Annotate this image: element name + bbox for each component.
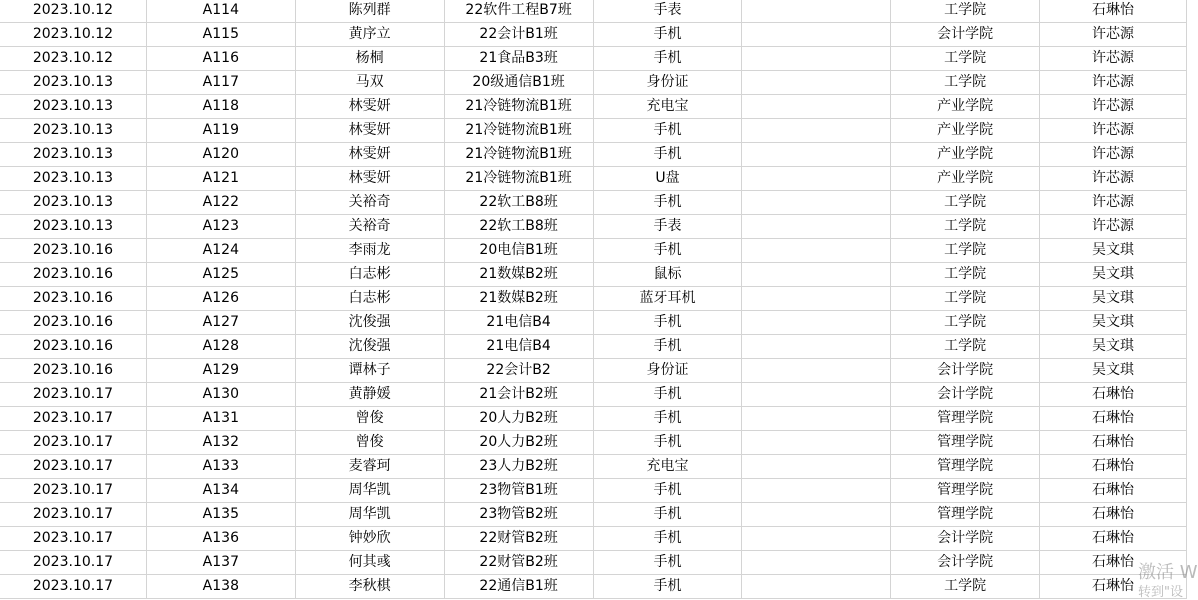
date-cell[interactable]: 2023.10.17: [0, 503, 146, 527]
table-row: [0, 431, 1187, 455]
item-cell[interactable]: 身份证: [593, 71, 742, 95]
id-cell[interactable]: A136: [146, 527, 295, 551]
name-cell[interactable]: 白志彬: [295, 287, 444, 311]
college-cell[interactable]: 工学院: [891, 47, 1040, 71]
college-cell[interactable]: 产业学院: [891, 119, 1040, 143]
name-cell[interactable]: 黄静媛: [295, 383, 444, 407]
class-cell[interactable]: 23物管B2班: [444, 503, 593, 527]
id-cell[interactable]: A115: [146, 23, 295, 47]
id-cell[interactable]: A122: [146, 191, 295, 215]
staff-cell[interactable]: 石琳怡: [1040, 479, 1187, 503]
empty-cell[interactable]: [742, 479, 891, 503]
table-row: [0, 551, 1187, 575]
empty-cell[interactable]: [742, 263, 891, 287]
name-cell[interactable]: 钟妙欣: [295, 527, 444, 551]
date-cell[interactable]: 2023.10.16: [0, 239, 146, 263]
id-cell[interactable]: A123: [146, 215, 295, 239]
name-cell[interactable]: 曾俊: [295, 431, 444, 455]
empty-cell[interactable]: [742, 311, 891, 335]
staff-cell[interactable]: 吴文琪: [1040, 287, 1187, 311]
empty-cell[interactable]: [742, 455, 891, 479]
item-cell[interactable]: 手机: [593, 383, 742, 407]
empty-cell[interactable]: [742, 167, 891, 191]
item-cell[interactable]: U盘: [593, 167, 742, 191]
id-cell[interactable]: A119: [146, 119, 295, 143]
table-row: [0, 263, 1187, 287]
date-cell[interactable]: 2023.10.13: [0, 119, 146, 143]
name-cell[interactable]: 谭林子: [295, 359, 444, 383]
name-cell[interactable]: 沈俊强: [295, 311, 444, 335]
table-row: [0, 407, 1187, 431]
name-cell[interactable]: 马双: [295, 71, 444, 95]
item-cell[interactable]: 手机: [593, 23, 742, 47]
table-row: [0, 215, 1187, 239]
class-cell[interactable]: 22软工B8班: [444, 191, 593, 215]
id-cell[interactable]: A126: [146, 287, 295, 311]
class-cell[interactable]: 20人力B2班: [444, 431, 593, 455]
staff-cell[interactable]: 石琳怡: [1040, 455, 1187, 479]
staff-cell[interactable]: 许芯源: [1040, 119, 1187, 143]
staff-cell[interactable]: 石琳怡: [1040, 407, 1187, 431]
table-row: [0, 527, 1187, 551]
activation-watermark: 激活 W: [1138, 562, 1198, 583]
date-cell[interactable]: 2023.10.17: [0, 383, 146, 407]
name-cell[interactable]: 林雯妍: [295, 167, 444, 191]
id-cell[interactable]: A138: [146, 575, 295, 599]
staff-cell[interactable]: 石琳怡: [1040, 0, 1187, 23]
staff-cell[interactable]: 许芯源: [1040, 71, 1187, 95]
class-cell[interactable]: 21冷链物流B1班: [444, 95, 593, 119]
id-cell[interactable]: A118: [146, 95, 295, 119]
date-cell[interactable]: 2023.10.13: [0, 167, 146, 191]
college-cell[interactable]: 产业学院: [891, 95, 1040, 119]
empty-cell[interactable]: [742, 71, 891, 95]
date-cell[interactable]: 2023.10.17: [0, 455, 146, 479]
name-cell[interactable]: 李雨龙: [295, 239, 444, 263]
name-cell[interactable]: 李秋棋: [295, 575, 444, 599]
empty-cell[interactable]: [742, 47, 891, 71]
empty-cell[interactable]: [742, 215, 891, 239]
table-row: [0, 23, 1187, 47]
table-row: [0, 71, 1187, 95]
college-cell[interactable]: 工学院: [891, 0, 1040, 23]
name-cell[interactable]: 白志彬: [295, 263, 444, 287]
item-cell[interactable]: 手机: [593, 239, 742, 263]
empty-cell[interactable]: [742, 383, 891, 407]
empty-cell[interactable]: [742, 503, 891, 527]
staff-cell[interactable]: 许芯源: [1040, 191, 1187, 215]
empty-cell[interactable]: [742, 359, 891, 383]
table-row: [0, 335, 1187, 359]
date-cell[interactable]: 2023.10.13: [0, 215, 146, 239]
empty-cell[interactable]: [742, 287, 891, 311]
college-cell[interactable]: 会计学院: [891, 383, 1040, 407]
date-cell[interactable]: 2023.10.12: [0, 0, 146, 23]
item-cell[interactable]: 手表: [593, 215, 742, 239]
empty-cell[interactable]: [742, 239, 891, 263]
date-cell[interactable]: 2023.10.13: [0, 71, 146, 95]
date-cell[interactable]: 2023.10.17: [0, 479, 146, 503]
name-cell[interactable]: 陈列群: [295, 0, 444, 23]
table-row: [0, 143, 1187, 167]
id-cell[interactable]: A130: [146, 383, 295, 407]
table-row: [0, 575, 1187, 599]
date-cell[interactable]: 2023.10.16: [0, 359, 146, 383]
name-cell[interactable]: 杨桐: [295, 47, 444, 71]
college-cell[interactable]: 工学院: [891, 215, 1040, 239]
empty-cell[interactable]: [742, 191, 891, 215]
table-row: [0, 47, 1187, 71]
college-cell[interactable]: 会计学院: [891, 527, 1040, 551]
staff-cell[interactable]: 许芯源: [1040, 215, 1187, 239]
table-row: [0, 359, 1187, 383]
name-cell[interactable]: 关裕奇: [295, 191, 444, 215]
item-cell[interactable]: 手机: [593, 551, 742, 575]
date-cell[interactable]: 2023.10.17: [0, 527, 146, 551]
staff-cell[interactable]: 石琳怡: [1040, 431, 1187, 455]
name-cell[interactable]: 周华凯: [295, 503, 444, 527]
table-row: [0, 311, 1187, 335]
date-cell[interactable]: 2023.10.17: [0, 551, 146, 575]
college-cell[interactable]: 工学院: [891, 71, 1040, 95]
class-cell[interactable]: 20电信B1班: [444, 239, 593, 263]
staff-cell[interactable]: 许芯源: [1040, 143, 1187, 167]
college-cell[interactable]: 工学院: [891, 287, 1040, 311]
empty-cell[interactable]: [742, 143, 891, 167]
class-cell[interactable]: 21电信B4: [444, 335, 593, 359]
item-cell[interactable]: 手机: [593, 191, 742, 215]
college-cell[interactable]: 管理学院: [891, 503, 1040, 527]
date-cell[interactable]: 2023.10.13: [0, 191, 146, 215]
empty-cell[interactable]: [742, 335, 891, 359]
table-row: [0, 167, 1187, 191]
id-cell[interactable]: A125: [146, 263, 295, 287]
id-cell[interactable]: A121: [146, 167, 295, 191]
item-cell[interactable]: 手机: [593, 575, 742, 599]
staff-cell[interactable]: 吴文琪: [1040, 335, 1187, 359]
staff-cell[interactable]: 许芯源: [1040, 167, 1187, 191]
name-cell[interactable]: 黄序立: [295, 23, 444, 47]
class-cell[interactable]: 21冷链物流B1班: [444, 167, 593, 191]
id-cell[interactable]: A128: [146, 335, 295, 359]
class-cell[interactable]: 22会计B2: [444, 359, 593, 383]
staff-cell[interactable]: 石琳怡: [1040, 527, 1187, 551]
class-cell[interactable]: 21电信B4: [444, 311, 593, 335]
staff-cell[interactable]: 吴文琪: [1040, 239, 1187, 263]
staff-cell[interactable]: 吴文琪: [1040, 311, 1187, 335]
item-cell[interactable]: 手机: [593, 527, 742, 551]
empty-cell[interactable]: [742, 575, 891, 599]
id-cell[interactable]: A127: [146, 311, 295, 335]
item-cell[interactable]: 手机: [593, 335, 742, 359]
class-cell[interactable]: 20级通信B1班: [444, 71, 593, 95]
id-cell[interactable]: A129: [146, 359, 295, 383]
date-cell[interactable]: 2023.10.17: [0, 431, 146, 455]
date-cell[interactable]: 2023.10.13: [0, 95, 146, 119]
name-cell[interactable]: 周华凯: [295, 479, 444, 503]
activation-watermark-sub: 转到"设: [1138, 585, 1183, 600]
staff-cell[interactable]: 许芯源: [1040, 47, 1187, 71]
class-cell[interactable]: 21食品B3班: [444, 47, 593, 71]
college-cell[interactable]: 会计学院: [891, 359, 1040, 383]
staff-cell[interactable]: 石琳怡: [1040, 383, 1187, 407]
staff-cell[interactable]: 石琳怡: [1040, 551, 1187, 575]
date-cell[interactable]: 2023.10.13: [0, 143, 146, 167]
table-row: [0, 503, 1187, 527]
item-cell[interactable]: 手机: [593, 431, 742, 455]
name-cell[interactable]: 林雯妍: [295, 95, 444, 119]
college-cell[interactable]: 工学院: [891, 335, 1040, 359]
item-cell[interactable]: 手机: [593, 407, 742, 431]
date-cell[interactable]: 2023.10.17: [0, 575, 146, 599]
class-cell[interactable]: 21冷链物流B1班: [444, 143, 593, 167]
item-cell[interactable]: 身份证: [593, 359, 742, 383]
class-cell[interactable]: 21会计B2班: [444, 383, 593, 407]
college-cell[interactable]: 产业学院: [891, 167, 1040, 191]
id-cell[interactable]: A137: [146, 551, 295, 575]
class-cell[interactable]: 22财管B2班: [444, 527, 593, 551]
class-cell[interactable]: 22会计B1班: [444, 23, 593, 47]
empty-cell[interactable]: [742, 551, 891, 575]
date-cell[interactable]: 2023.10.17: [0, 407, 146, 431]
empty-cell[interactable]: [742, 407, 891, 431]
name-cell[interactable]: 麦睿珂: [295, 455, 444, 479]
college-cell[interactable]: 管理学院: [891, 455, 1040, 479]
empty-cell[interactable]: [742, 23, 891, 47]
id-cell[interactable]: A134: [146, 479, 295, 503]
class-cell[interactable]: 22软工B8班: [444, 215, 593, 239]
class-cell[interactable]: 21数媒B2班: [444, 287, 593, 311]
table-row: [0, 191, 1187, 215]
college-cell[interactable]: 工学院: [891, 191, 1040, 215]
item-cell[interactable]: 手机: [593, 479, 742, 503]
class-cell[interactable]: 22软件工程B7班: [444, 0, 593, 23]
staff-cell[interactable]: 石琳怡: [1040, 575, 1187, 599]
item-cell[interactable]: 手机: [593, 503, 742, 527]
id-cell[interactable]: A131: [146, 407, 295, 431]
empty-cell[interactable]: [742, 527, 891, 551]
date-cell[interactable]: 2023.10.16: [0, 311, 146, 335]
class-cell[interactable]: 23物管B1班: [444, 479, 593, 503]
id-cell[interactable]: A114: [146, 0, 295, 23]
table-row: [0, 479, 1187, 503]
table-row: [0, 287, 1187, 311]
date-cell[interactable]: 2023.10.16: [0, 263, 146, 287]
class-cell[interactable]: 21冷链物流B1班: [444, 119, 593, 143]
table-row: [0, 95, 1187, 119]
class-cell[interactable]: 21数媒B2班: [444, 263, 593, 287]
table-row: [0, 383, 1187, 407]
staff-cell[interactable]: 石琳怡: [1040, 503, 1187, 527]
item-cell[interactable]: 手表: [593, 0, 742, 23]
college-cell[interactable]: 产业学院: [891, 143, 1040, 167]
college-cell[interactable]: 会计学院: [891, 23, 1040, 47]
id-cell[interactable]: A120: [146, 143, 295, 167]
college-cell[interactable]: 工学院: [891, 575, 1040, 599]
item-cell[interactable]: 蓝牙耳机: [593, 287, 742, 311]
item-cell[interactable]: 手机: [593, 119, 742, 143]
college-cell[interactable]: 工学院: [891, 311, 1040, 335]
college-cell[interactable]: 工学院: [891, 239, 1040, 263]
table-row: [0, 455, 1187, 479]
table-row: [0, 119, 1187, 143]
date-cell[interactable]: 2023.10.12: [0, 23, 146, 47]
staff-cell[interactable]: 吴文琪: [1040, 359, 1187, 383]
name-cell[interactable]: 何其彧: [295, 551, 444, 575]
empty-cell[interactable]: [742, 119, 891, 143]
name-cell[interactable]: 林雯妍: [295, 143, 444, 167]
class-cell[interactable]: 20人力B2班: [444, 407, 593, 431]
date-cell[interactable]: 2023.10.12: [0, 47, 146, 71]
date-cell[interactable]: 2023.10.16: [0, 335, 146, 359]
empty-cell[interactable]: [742, 95, 891, 119]
empty-cell[interactable]: [742, 0, 891, 23]
id-cell[interactable]: A132: [146, 431, 295, 455]
name-cell[interactable]: 曾俊: [295, 407, 444, 431]
staff-cell[interactable]: 许芯源: [1040, 95, 1187, 119]
name-cell[interactable]: 关裕奇: [295, 215, 444, 239]
empty-cell[interactable]: [742, 431, 891, 455]
item-cell[interactable]: 手机: [593, 47, 742, 71]
college-cell[interactable]: 管理学院: [891, 479, 1040, 503]
date-cell[interactable]: 2023.10.16: [0, 287, 146, 311]
table-row: [0, 239, 1187, 263]
id-cell[interactable]: A124: [146, 239, 295, 263]
id-cell[interactable]: A135: [146, 503, 295, 527]
name-cell[interactable]: 林雯妍: [295, 119, 444, 143]
item-cell[interactable]: 鼠标: [593, 263, 742, 287]
class-cell[interactable]: 23人力B2班: [444, 455, 593, 479]
college-cell[interactable]: 工学院: [891, 263, 1040, 287]
class-cell[interactable]: 22财管B2班: [444, 551, 593, 575]
item-cell[interactable]: 充电宝: [593, 455, 742, 479]
table-row: [0, 0, 1187, 23]
id-cell[interactable]: A117: [146, 71, 295, 95]
college-cell[interactable]: 管理学院: [891, 431, 1040, 455]
name-cell[interactable]: 沈俊强: [295, 335, 444, 359]
item-cell[interactable]: 手机: [593, 143, 742, 167]
college-cell[interactable]: 会计学院: [891, 551, 1040, 575]
id-cell[interactable]: A133: [146, 455, 295, 479]
id-cell[interactable]: A116: [146, 47, 295, 71]
staff-cell[interactable]: 吴文琪: [1040, 263, 1187, 287]
college-cell[interactable]: 管理学院: [891, 407, 1040, 431]
staff-cell[interactable]: 许芯源: [1040, 23, 1187, 47]
class-cell[interactable]: 22通信B1班: [444, 575, 593, 599]
item-cell[interactable]: 手机: [593, 311, 742, 335]
item-cell[interactable]: 充电宝: [593, 95, 742, 119]
